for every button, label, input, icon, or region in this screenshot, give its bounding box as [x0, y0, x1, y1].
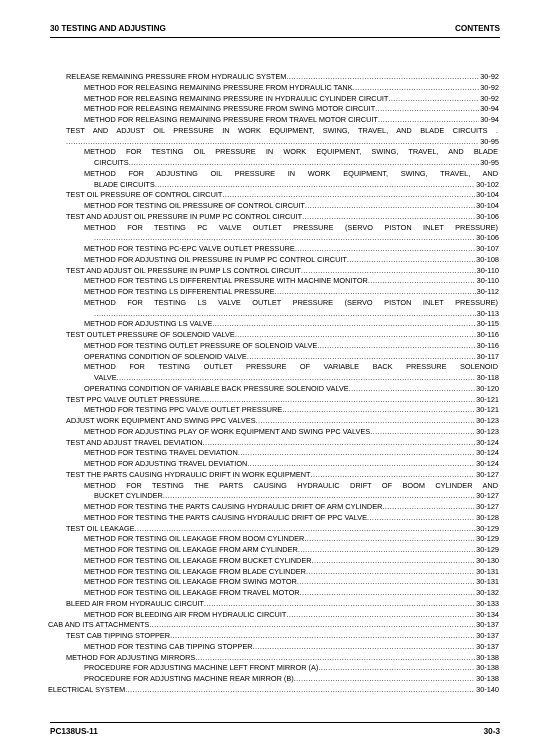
- toc-entry-title: METHOD FOR TESTING OIL LEAKAGE FROM SWING MOTOR: [84, 577, 297, 587]
- toc-entry-page: 30-138: [476, 652, 499, 662]
- toc-entry-page: 30-94: [480, 115, 499, 124]
- toc-entry[interactable]: [84, 276, 499, 285]
- dot-leader: [94, 309, 476, 318]
- dot-leader: [312, 556, 476, 565]
- dot-leader: [305, 201, 475, 210]
- toc-entry-page: 30-129: [476, 523, 499, 533]
- toc-entry-page: 30-137: [476, 631, 499, 640]
- toc-entry-title: METHOD FOR TESTING OIL LEAKAGE FROM BLADE CYLINDER: [84, 566, 306, 576]
- dot-leader: [235, 330, 476, 339]
- dot-leader: [375, 104, 479, 113]
- toc-entry-title: ELECTRICAL SYSTEM: [48, 684, 126, 694]
- toc-entry-page: 30-131: [476, 566, 499, 576]
- dot-leader: [297, 577, 475, 586]
- toc-entry-title: METHOD FOR TESTING CAB TIPPING STOPPER: [84, 641, 253, 651]
- toc-entry[interactable]: [84, 481, 499, 490]
- toc-entry-page: 30-94: [480, 104, 499, 114]
- model-number: PC138US-11: [50, 727, 98, 736]
- dot-leader: [117, 373, 476, 382]
- toc-entry[interactable]: [94, 373, 499, 382]
- toc-entry-title: VALVE: [94, 373, 117, 382]
- toc-entry[interactable]: [84, 545, 499, 554]
- toc-entry-page: 30-127: [476, 469, 499, 479]
- toc-entry[interactable]: [84, 459, 499, 468]
- dot-leader: [318, 663, 475, 672]
- toc-entry-page: 30-123: [476, 426, 499, 436]
- page-footer: [50, 727, 500, 739]
- toc-entry-title: OPERATING CONDITION OF VARIABLE BACK PRESSURE SOLENOID VALVE: [84, 383, 349, 393]
- toc-entry-title: TEST THE PARTS CAUSING HYDRAULIC DRIFT IN WORK EQUIPMENT: [66, 469, 311, 479]
- toc-entry-title: METHOD FOR ADJUSTING TRAVEL DEVIATION: [84, 459, 248, 468]
- dot-leader: [306, 567, 475, 576]
- toc-entry-page: 30-104: [476, 190, 499, 200]
- toc-entry-title: METHOD FOR ADJUSTING OIL PRESSURE IN WORK EQUIPMENT, SWING, TRAVEL, AND: [84, 168, 498, 178]
- toc-entry[interactable]: [94, 309, 499, 318]
- toc-entry[interactable]: [66, 72, 499, 81]
- toc-entry-page: 30-113: [476, 308, 499, 318]
- toc-entry-title: METHOD FOR TESTING THE PARTS CAUSING HYDRAULIC DRIFT OF ARM CYLINDER: [84, 502, 383, 511]
- dot-leader: [253, 642, 476, 651]
- dot-leader: [300, 588, 476, 597]
- toc-entry-page: 30-102: [476, 179, 499, 189]
- toc-entry-title: METHOD FOR TESTING OIL LEAKAGE FROM BOOM CYLINDER: [84, 534, 305, 544]
- toc-entry-title: METHOD FOR TESTING LS DIFFERENTIAL PRESSURE: [84, 287, 275, 296]
- dot-leader: [275, 287, 476, 296]
- toc-entry-page: 30-129: [476, 545, 499, 554]
- toc-entry-page: 30-107: [476, 244, 499, 253]
- toc-entry-page: 30-133: [476, 598, 499, 608]
- toc-entry-title: TEST AND ADJUST OIL PRESSURE IN PUMP LS CONTROL CIRCUIT: [66, 265, 301, 275]
- toc-entry-page: 30-118: [476, 373, 499, 382]
- toc-entry[interactable]: [84, 287, 499, 296]
- dot-leader: [170, 631, 475, 640]
- toc-entry-title: TEST AND ADJUST OIL PRESSURE IN PUMP PC CONTROL CIRCUIT: [66, 211, 303, 221]
- toc-entry-page: 30-127: [476, 491, 499, 501]
- dot-leader: [378, 115, 479, 124]
- toc-entry-title: METHOD FOR TESTING OIL PRESSURE IN WORK EQUIPMENT, SWING, TRAVEL, AND BLADE: [84, 147, 498, 157]
- toc-entry-page: 30-131: [476, 577, 499, 587]
- dot-leader: [317, 341, 475, 350]
- toc-entry[interactable]: [84, 405, 499, 414]
- toc-entry[interactable]: [94, 158, 499, 167]
- toc-entry-title: TEST CAB TIPPING STOPPER: [66, 631, 171, 640]
- toc-entry[interactable]: [84, 147, 499, 156]
- dot-leader: [301, 266, 476, 275]
- toc-entry[interactable]: [84, 610, 499, 619]
- toc-entry-title: METHOD FOR ADJUSTING MIRRORS: [66, 652, 196, 662]
- footer-rule: [50, 722, 500, 723]
- dot-leader: [286, 72, 479, 81]
- toc-entry[interactable]: [66, 416, 499, 425]
- toc-entry-page: 30-112: [476, 287, 499, 296]
- toc-entry-page: 30-140: [476, 684, 499, 694]
- toc-entry-page: 30-138: [476, 663, 499, 673]
- toc-entry-page: 30-116: [476, 340, 499, 350]
- dot-leader: [286, 610, 475, 619]
- toc-entry[interactable]: [84, 255, 499, 264]
- toc-entry[interactable]: [84, 588, 499, 597]
- toc-entry-title: METHOD FOR TESTING THE PARTS CAUSING HYDRAULIC DRIFT OF BOOM CYLINDER AND: [84, 480, 498, 490]
- toc-entry-page: 30-123: [476, 416, 499, 425]
- toc-entry-title: TEST AND ADJUST OIL PRESSURE IN WORK EQUIPMENT, SWING, TRAVEL, AND BLADE CIRCUITS .: [66, 125, 498, 135]
- toc-entry-title: METHOD FOR TESTING OIL LEAKAGE FROM ARM CYLINDER: [84, 545, 298, 554]
- toc-entry[interactable]: [84, 201, 499, 210]
- dot-leader: [195, 653, 475, 662]
- toc-entry[interactable]: [84, 384, 499, 393]
- toc-entry[interactable]: [94, 180, 499, 189]
- toc-entry-title: METHOD FOR TESTING TRAVEL DEVIATION: [84, 448, 238, 458]
- toc-entry[interactable]: [84, 577, 499, 586]
- toc-entry[interactable]: [66, 212, 499, 221]
- toc-entry-title: METHOD FOR TESTING PC VALVE OUTLET PRESSURE (SERVO PISTON INLET PRESSURE): [84, 222, 498, 232]
- toc-entry-title: METHOD FOR TESTING OUTLET PRESSURE OF SOLENOID VALVE: [84, 340, 318, 350]
- toc-entry[interactable]: [84, 352, 499, 361]
- toc-entry[interactable]: [94, 233, 499, 242]
- toc-entry[interactable]: [84, 513, 499, 522]
- toc-entry-title: METHOD FOR TESTING PPC VALVE OUTLET PRESSURE: [84, 405, 283, 415]
- toc-entry[interactable]: [84, 567, 499, 576]
- toc-entry-title: METHOD FOR TESTING OIL PRESSURE OF CONTROL CIRCUIT: [84, 201, 305, 210]
- toc-entry[interactable]: [84, 448, 499, 457]
- toc-entry-page: 30-117: [476, 351, 499, 361]
- dot-leader: [200, 395, 475, 404]
- toc-entry-page: 30-116: [476, 330, 499, 339]
- dot-leader: [222, 190, 475, 199]
- toc-entry-page: 30-130: [476, 555, 499, 565]
- toc-entry-title: TEST PPC VALVE OUTLET PRESSURE: [66, 394, 200, 404]
- toc-entry[interactable]: [94, 491, 499, 500]
- dot-leader: [311, 470, 476, 479]
- toc-entry-page: 30-110: [476, 276, 499, 286]
- toc-entry[interactable]: [84, 642, 499, 651]
- dot-leader: [256, 416, 476, 425]
- toc-entry-page: 30-121: [476, 405, 499, 415]
- toc-entry-page: 30-137: [476, 641, 499, 651]
- toc-entry-page: 30-138: [476, 674, 499, 683]
- toc-entry[interactable]: [66, 653, 499, 662]
- toc-entry-page: 30-106: [476, 233, 499, 243]
- toc-entry-title: ADJUST WORK EQUIPMENT AND SWING PPC VALVES: [66, 416, 256, 425]
- toc-entry-title: BLEED AIR FROM HYDRAULIC CIRCUIT: [66, 598, 204, 608]
- toc-entry-title: METHOD FOR RELEASING REMAINING PRESSURE FROM SWING MOTOR CIRCUIT: [84, 104, 376, 114]
- header-contents-label: CONTENTS: [454, 24, 500, 33]
- header-rule: [50, 37, 500, 38]
- toc-entry-title: METHOD FOR RELEASING REMAINING PRESSURE FROM TRAVEL MOTOR CIRCUIT: [84, 115, 378, 124]
- toc-entry[interactable]: [66, 438, 499, 447]
- toc-entry[interactable]: [84, 223, 499, 232]
- dot-leader: [238, 448, 475, 457]
- dot-leader: [388, 94, 479, 103]
- toc-entry-title: METHOD FOR ADJUSTING OIL PRESSURE IN PUMP PC CONTROL CIRCUIT: [84, 254, 347, 264]
- toc-entry[interactable]: [66, 631, 499, 640]
- toc-entry-title: PROCEDURE FOR ADJUSTING MACHINE REAR MIRROR (B): [84, 674, 294, 683]
- toc-entry-title: TEST AND ADJUST TRAVEL DEVIATION: [66, 437, 203, 447]
- toc-entry[interactable]: [84, 298, 499, 307]
- toc-entry-page: 30-128: [476, 512, 499, 522]
- dot-leader: [155, 180, 475, 189]
- dot-leader: [247, 459, 475, 468]
- toc-entry-page: 30-106: [476, 211, 499, 221]
- toc-entry[interactable]: [66, 599, 499, 608]
- dot-leader: [66, 137, 479, 146]
- dot-leader: [282, 405, 475, 414]
- toc-entry[interactable]: [66, 126, 499, 135]
- dot-leader: [94, 233, 475, 242]
- dot-leader: [129, 158, 480, 167]
- toc-entry-title: CAB AND ITS ATTACHMENTS: [48, 620, 150, 630]
- page-number: 30-3: [483, 727, 500, 736]
- toc-entry[interactable]: [84, 244, 499, 253]
- toc-entry-title: TEST OUTLET PRESSURE OF SOLENOID VALVE: [66, 330, 235, 339]
- toc-entry-title: PROCEDURE FOR ADJUSTING MACHINE LEFT FRONT MIRROR (A): [84, 663, 319, 673]
- toc-entry-title: BLADE CIRCUITS: [94, 179, 155, 189]
- toc-entry[interactable]: [66, 330, 499, 339]
- toc-entry-page: 30-92: [480, 72, 499, 81]
- toc-entry[interactable]: [84, 556, 499, 565]
- toc-entry-page: 30-95: [480, 158, 499, 167]
- toc-entry-page: 30-120: [476, 383, 499, 393]
- toc-entry-title: METHOD FOR ADJUSTING PLAY OF WORK EQUIPMENT AND SWING PPC VALVES: [84, 426, 371, 436]
- dot-leader: [203, 438, 476, 447]
- toc-entry-page: 30-104: [476, 201, 499, 210]
- toc-entry-page: 30-124: [476, 437, 499, 447]
- dot-leader: [302, 212, 475, 221]
- toc-entry[interactable]: [48, 685, 499, 694]
- dot-leader: [294, 674, 475, 683]
- toc-entry-title: METHOD FOR TESTING PC-EPC VALVE OUTLET PRESSURE: [84, 244, 295, 253]
- dot-leader: [304, 534, 475, 543]
- toc-entry-title: CIRCUITS: [94, 158, 129, 167]
- dot-leader: [368, 276, 476, 285]
- toc-entry-title: METHOD FOR TESTING OIL LEAKAGE FROM BUCKET CYLINDER: [84, 555, 312, 565]
- toc-entry-page: 30-121: [476, 394, 499, 404]
- toc-entry[interactable]: [66, 470, 499, 479]
- toc-entry[interactable]: [84, 341, 499, 350]
- section-title: 30 TESTING AND ADJUSTING: [50, 24, 166, 33]
- toc-entry-page: 30-92: [480, 93, 499, 103]
- toc-entry-page: 30-110: [476, 265, 499, 275]
- toc-entry[interactable]: [84, 502, 499, 511]
- toc-entry[interactable]: [84, 83, 499, 92]
- dot-leader: [149, 620, 475, 629]
- toc-entry-title: BUCKET CYLINDER: [94, 491, 163, 501]
- toc-entry[interactable]: [84, 427, 499, 436]
- dot-leader: [125, 685, 475, 694]
- toc-entry-title: METHOD FOR TESTING OUTLET PRESSURE OF VARIABLE BACK PRESSURE SOLENOID: [84, 362, 498, 372]
- toc-entry-page: 30-129: [476, 534, 499, 544]
- dot-leader: [247, 352, 476, 361]
- dot-leader: [382, 502, 475, 511]
- toc-entry[interactable]: [48, 620, 499, 629]
- dot-leader: [163, 491, 475, 500]
- toc-entry[interactable]: [84, 169, 499, 178]
- toc-entry[interactable]: [66, 395, 499, 404]
- dot-leader: [349, 384, 475, 393]
- toc-entry-page: 30-95: [480, 136, 499, 146]
- toc-entry[interactable]: [84, 94, 499, 103]
- toc-entry[interactable]: [66, 190, 499, 199]
- dot-leader: [135, 524, 476, 533]
- toc-entry-page: 30-108: [476, 254, 499, 264]
- toc-entry-title: OPERATING CONDITION OF SOLENOID VALVE: [84, 351, 247, 361]
- dot-leader: [212, 319, 475, 328]
- page-header: [50, 24, 500, 36]
- toc-entry-title: METHOD FOR ADJUSTING LS VALVE: [84, 319, 213, 329]
- dot-leader: [295, 244, 475, 253]
- toc-entry-page: 30-134: [476, 609, 499, 619]
- toc-entry-page: 30-115: [476, 319, 499, 329]
- dot-leader: [347, 255, 475, 264]
- toc-entry[interactable]: [84, 674, 499, 683]
- toc-entry[interactable]: [84, 534, 499, 543]
- dot-leader: [204, 599, 475, 608]
- toc-entry[interactable]: [66, 524, 499, 533]
- toc-entry[interactable]: [84, 319, 499, 328]
- toc-entry[interactable]: [84, 663, 499, 672]
- dot-leader: [298, 545, 475, 554]
- toc-entry-title: METHOD FOR RELEASING REMAINING PRESSURE IN HYDRAULIC CYLINDER CIRCUIT: [84, 93, 389, 103]
- toc-entry-page: 30-124: [476, 448, 499, 458]
- toc-entry[interactable]: [84, 362, 499, 371]
- toc-entry-page: 30-124: [476, 459, 499, 468]
- toc-entry-page: 30-137: [476, 620, 499, 630]
- toc-entry-title: METHOD FOR RELEASING REMAINING PRESSURE FROM HYDRAULIC TANK: [84, 82, 353, 92]
- toc-entry-page: 30-127: [476, 502, 499, 511]
- toc-entry-page: 30-92: [480, 82, 499, 92]
- toc-entry-title: METHOD FOR TESTING LS DIFFERENTIAL PRESSURE WITH MACHINE MONITOR: [84, 276, 368, 286]
- toc-entry-title: TEST OIL LEAKAGE: [66, 523, 135, 533]
- toc-entry[interactable]: [84, 115, 499, 124]
- toc-entry-page: 30-132: [476, 588, 499, 597]
- toc-entry[interactable]: [66, 266, 499, 275]
- toc-entry[interactable]: [84, 104, 499, 113]
- toc-entry-title: METHOD FOR BLEEDING AIR FROM HYDRAULIC CIRCUIT: [84, 609, 287, 619]
- toc-entry-title: METHOD FOR TESTING LS VALVE OUTLET PRESSURE (SERVO PISTON INLET PRESSURE): [84, 297, 498, 307]
- dot-leader: [353, 83, 480, 92]
- dot-leader: [370, 427, 475, 436]
- dot-leader: [367, 513, 475, 522]
- toc-entry-title: TEST OIL PRESSURE OF CONTROL CIRCUIT: [66, 190, 223, 200]
- toc-entry-title: METHOD FOR TESTING OIL LEAKAGE FROM TRAVEL MOTOR: [84, 588, 300, 597]
- toc-entry-title: RELEASE REMAINING PRESSURE FROM HYDRAULIC SYSTEM: [66, 72, 287, 81]
- toc-entry[interactable]: [66, 137, 499, 146]
- toc-entry-title: METHOD FOR TESTING THE PARTS CAUSING HYDRAULIC DRIFT OF PPC VALVE: [84, 512, 368, 522]
